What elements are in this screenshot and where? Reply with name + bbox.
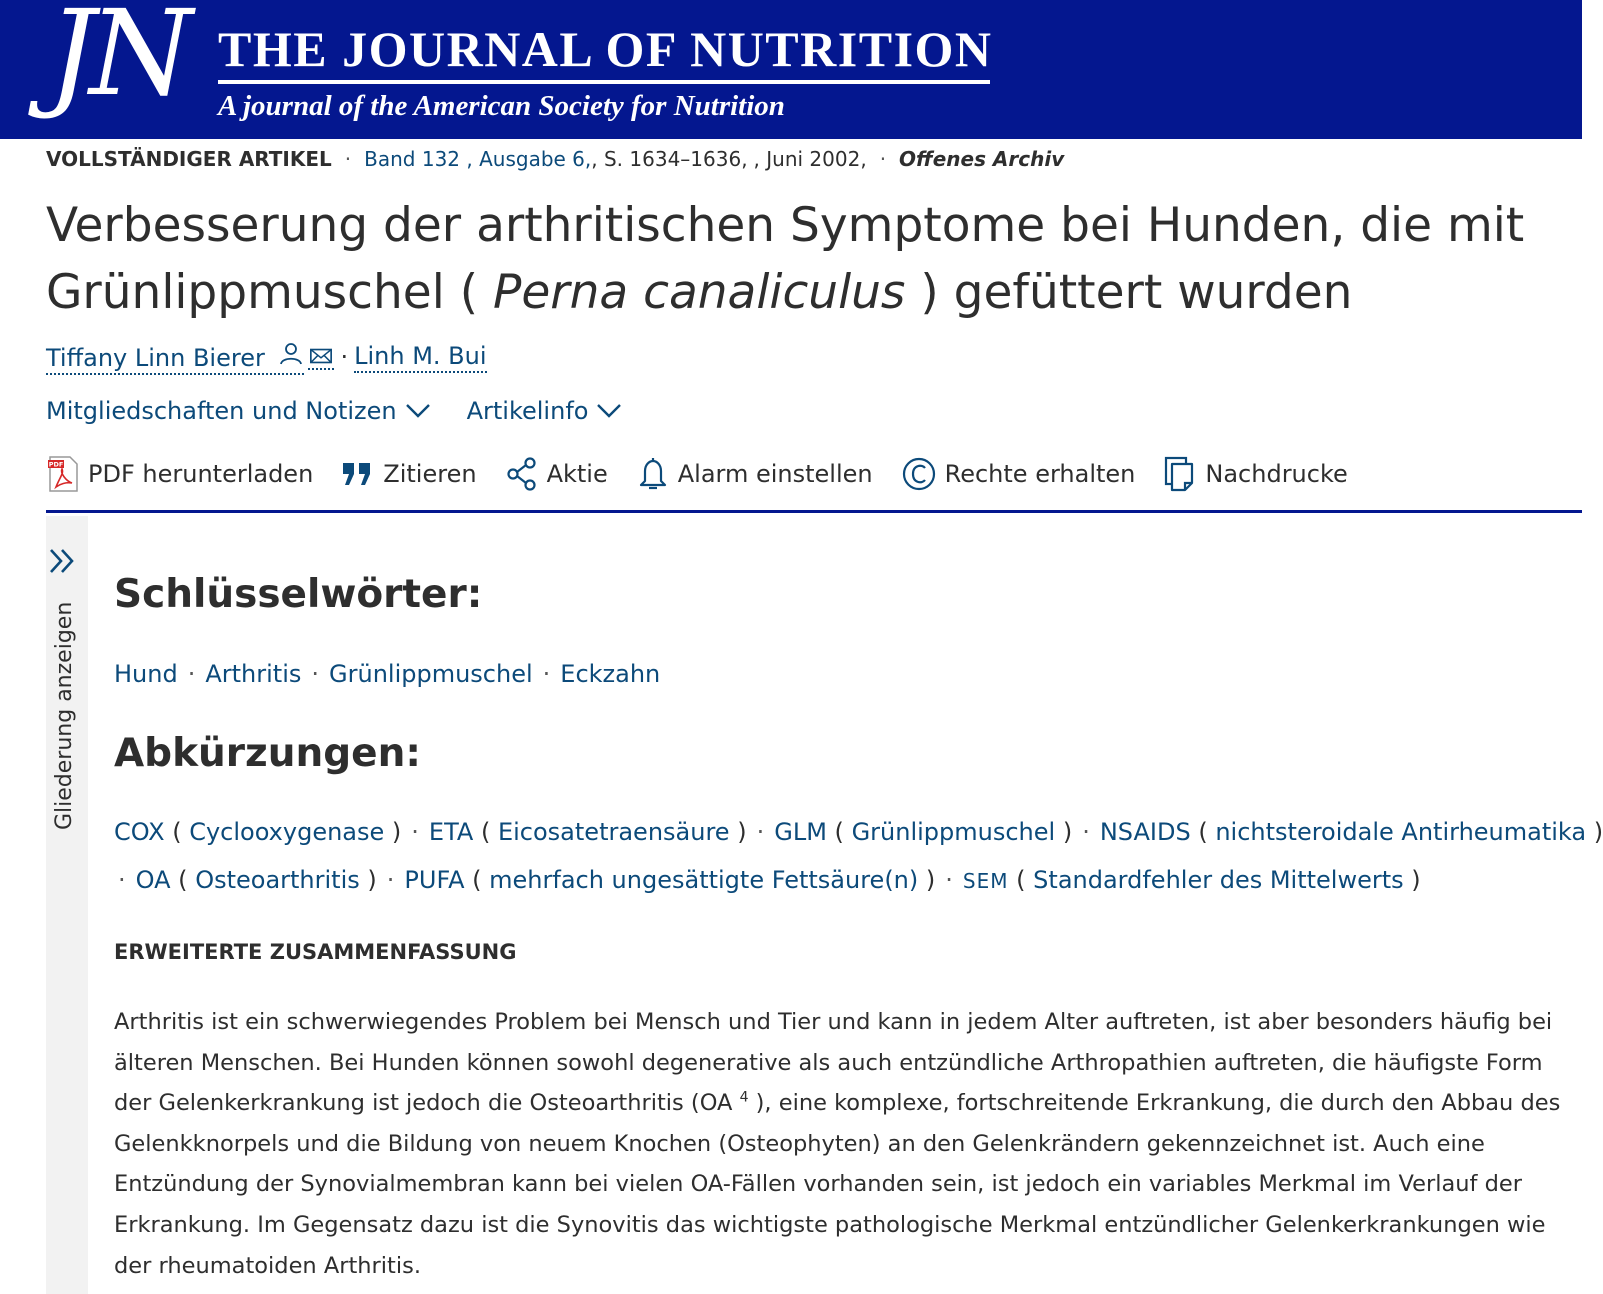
- bell-icon: [636, 456, 670, 492]
- show-outline-toggle[interactable]: Gliederung anzeigen: [52, 601, 77, 830]
- set-alert-label: Alarm einstellen: [677, 460, 873, 488]
- keywords-heading: Schlüsselwörter:: [114, 572, 483, 617]
- abbreviation-term[interactable]: SEM: [962, 869, 1009, 893]
- set-alert-button[interactable]: [636, 456, 873, 492]
- abbreviation-definition[interactable]: Grünlippmuschel: [851, 818, 1056, 846]
- author-link-bui[interactable]: Linh M. Bui: [354, 342, 486, 373]
- toolbar-divider: [46, 510, 1582, 513]
- title-species: Perna canaliculus: [493, 265, 906, 320]
- abbreviation-definition[interactable]: Standardfehler des Mittelwerts: [1033, 866, 1404, 894]
- journal-logo[interactable]: JN: [48, 0, 187, 122]
- abbreviation-term[interactable]: OA: [135, 866, 171, 894]
- article-toggles: [46, 394, 658, 428]
- title-part-2: ) gefüttert wurden: [920, 265, 1353, 320]
- abbreviation-separator: ·: [411, 818, 419, 846]
- author-link-bierer[interactable]: [46, 340, 304, 375]
- keyword-link[interactable]: Hund: [114, 660, 178, 688]
- abbreviation-definition[interactable]: Osteoarthritis: [195, 866, 360, 894]
- keyword-link[interactable]: Grünlippmuschel: [329, 660, 533, 688]
- journal-title[interactable]: THE JOURNAL OF NUTRITION: [218, 21, 993, 77]
- author-list: [46, 340, 487, 374]
- get-rights-button[interactable]: [901, 456, 1136, 492]
- extended-summary-heading: ERWEITERTE ZUSAMMENFASSUNG: [114, 940, 517, 964]
- pdf-download-button[interactable]: [46, 455, 313, 493]
- masthead-divider: [218, 80, 990, 84]
- open-archive-badge: Offenes Archiv: [899, 147, 1065, 171]
- volume-issue-link[interactable]: Band 132 , Ausgabe 6,: [364, 147, 592, 171]
- quote-icon: [341, 459, 375, 489]
- abbreviation-definition[interactable]: mehrfach ungesättigte Fettsäure(n): [489, 866, 919, 894]
- abbreviation-term[interactable]: ETA: [428, 818, 474, 846]
- publication-date: , Juni 2002,: [753, 147, 867, 171]
- abbreviation-separator: ·: [945, 866, 953, 894]
- article-toolbar: [46, 454, 1376, 494]
- summary-text-part: Arthritis ist ein schwerwiegendes Problem bei Mensch und Tier und kann in jedem Alter auftreten, ist aber besonders häufig bei älteren Menschen. Bei Hunden können sowohl degenerative als auch entzündliche Arthropathien auftreten, die häufigste Form der Gelenkerkrankung ist jedoch die Osteoarthritis (OA: [114, 1009, 1553, 1117]
- double-chevron-right-icon[interactable]: [48, 546, 78, 576]
- footnote-link[interactable]: 4: [739, 1089, 749, 1106]
- meta-separator: ·: [879, 147, 887, 171]
- article-meta: [46, 146, 1064, 172]
- pdf-download-label: PDF herunterladen: [88, 460, 314, 488]
- journal-masthead[interactable]: [0, 0, 1582, 139]
- svg-text:PDF: PDF: [48, 460, 64, 469]
- copyright-icon: [901, 456, 937, 492]
- email-icon[interactable]: [308, 344, 334, 370]
- journal-subtitle: A journal of the American Society for Nutrition: [218, 90, 785, 122]
- meta-separator: ·: [344, 147, 352, 171]
- extended-summary-text: [114, 1002, 1564, 1286]
- reprints-icon: [1163, 455, 1197, 493]
- pdf-icon: [46, 455, 80, 493]
- keywords-list: [114, 660, 660, 688]
- keyword-separator: ·: [311, 660, 320, 688]
- affiliations-toggle[interactable]: [46, 397, 431, 425]
- abbreviation-separator: ·: [118, 866, 126, 894]
- person-icon: [278, 340, 304, 366]
- title-part-1: Verbesserung der arthritischen Symptome bei Hunden, die mit Grünlippmuschel (: [46, 198, 1525, 320]
- article-info-toggle[interactable]: [467, 397, 623, 425]
- article-info-label: Artikelinfo: [466, 397, 589, 425]
- abbreviation-definition[interactable]: Eicosatetraensäure: [497, 818, 730, 846]
- share-label: Aktie: [546, 460, 608, 488]
- reprints-button[interactable]: [1163, 455, 1347, 493]
- share-button[interactable]: [505, 456, 608, 492]
- cite-button[interactable]: [341, 459, 476, 489]
- abbreviation-term[interactable]: NSAIDS: [1099, 818, 1191, 846]
- abbreviations-heading: Abkürzungen:: [114, 731, 421, 776]
- chevron-down-icon: [596, 402, 622, 420]
- page-range: , S. 1634–1636,: [591, 147, 748, 171]
- abbreviation-definition[interactable]: Cyclooxygenase: [189, 818, 385, 846]
- abbreviation-term[interactable]: PUFA: [404, 866, 465, 894]
- share-icon: [505, 456, 539, 492]
- keyword-separator: ·: [187, 660, 196, 688]
- get-rights-label: Rechte erhalten: [944, 460, 1136, 488]
- cite-label: Zitieren: [383, 460, 477, 488]
- summary-text-part: ), eine komplexe, fortschreitende Erkrankung, die durch den Abbau des Gelenkknorpels und die Bildung von neuem Knochen (Osteophyten) an den Gelenkrändern gekennzeichnet ist. Auch eine Entzündung der Synovialmembran kann bei vielen OA-Fällen vorhanden sein, ist jedoch ein variables Merkmal im Verlauf der Erkrankung. Im Gegensatz dazu ist die Synovitis das wichtigste pathologische Merkmal entzündlicher Gelenkerkrankungen wie der rheumatoiden Arthritis.: [114, 1090, 1561, 1279]
- abbreviation-separator: ·: [756, 818, 765, 846]
- article-type: VOLLSTÄNDIGER ARTIKEL: [46, 147, 332, 171]
- abbreviation-term[interactable]: GLM: [774, 818, 827, 846]
- abbreviation-definition[interactable]: nichtsteroidale Antirheumatika: [1215, 818, 1587, 846]
- reprints-label: Nachdrucke: [1205, 460, 1348, 488]
- author-name: Tiffany Linn Bierer: [46, 343, 265, 372]
- abbreviation-separator: ·: [1082, 818, 1090, 846]
- abbreviation-term[interactable]: COX: [114, 818, 165, 846]
- keyword-link[interactable]: Eckzahn: [560, 660, 661, 688]
- article-title: [46, 192, 1546, 326]
- author-separator: ·: [340, 343, 349, 371]
- abbreviation-separator: ·: [386, 866, 395, 894]
- abbreviations-line-1: COX ( Cyclooxygenase ) · ETA ( Eicosatetraensäure ) · GLM ( Grünlippmuschel ) · NSAIDS ( nichtsteroidale Antirheumatika ): [114, 818, 1603, 846]
- affiliations-label: Mitgliedschaften und Notizen: [46, 397, 397, 425]
- abbreviations-line-2: · OA ( Osteoarthritis ) · PUFA ( mehrfach ungesättigte Fettsäure(n) ) · SEM ( Standardfehler des Mittelwerts ): [118, 866, 1421, 894]
- keyword-link[interactable]: Arthritis: [205, 660, 302, 688]
- chevron-down-icon: [405, 402, 431, 420]
- keyword-separator: ·: [542, 660, 551, 688]
